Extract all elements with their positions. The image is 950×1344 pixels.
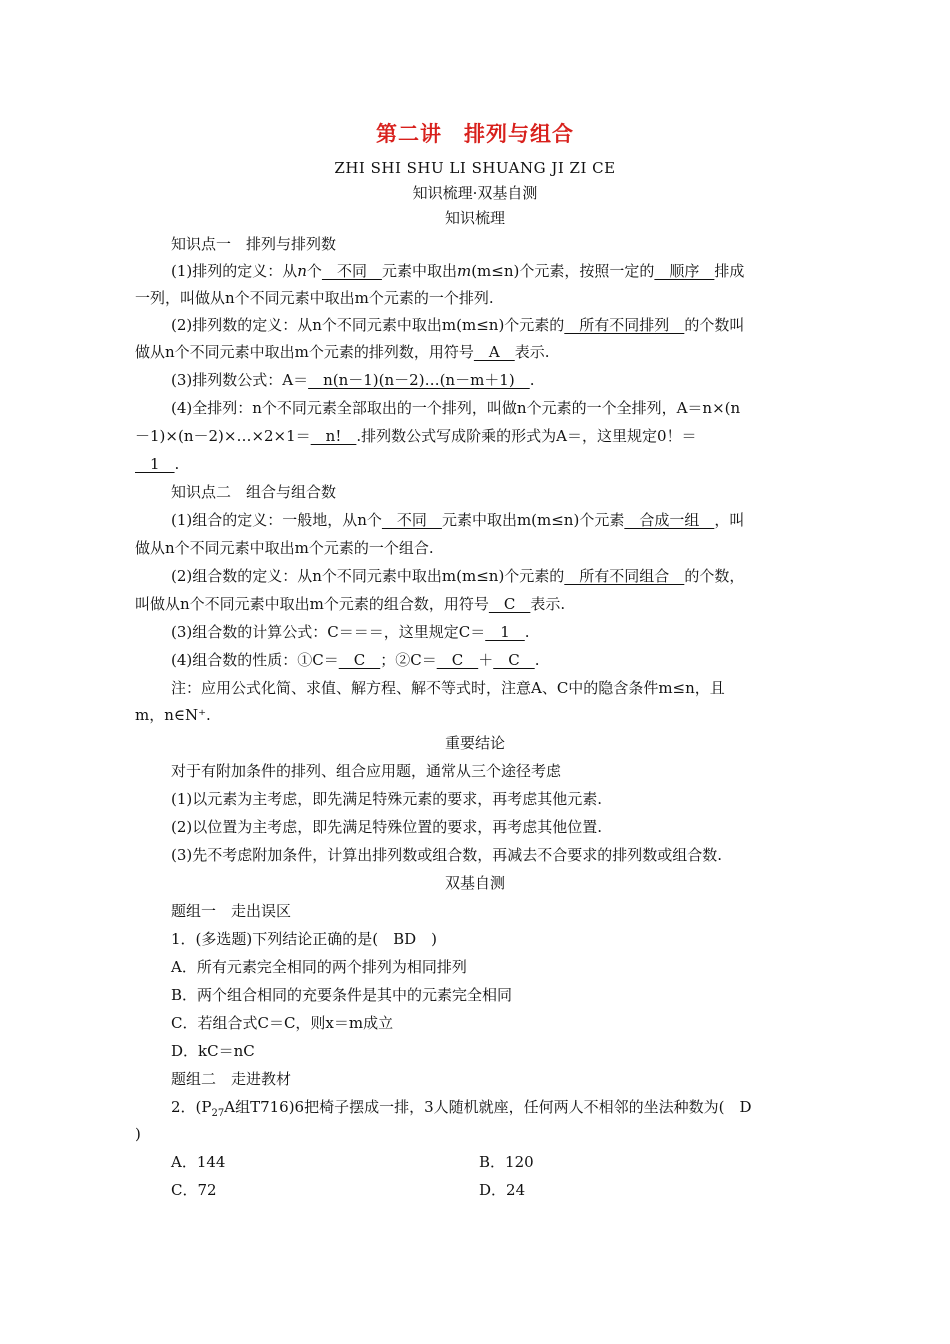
question-1-option-c: C．若组合式C＝C，则x＝m成立 bbox=[171, 1014, 394, 1032]
kp1-heading: 知识点一 排列与排列数 bbox=[171, 235, 337, 253]
answer-blank: 不同 bbox=[321, 262, 382, 280]
question-2-option-b: B．120 bbox=[479, 1153, 534, 1171]
text: 元素中取出 bbox=[381, 262, 457, 280]
question-group-2: 题组二 走进教材 bbox=[171, 1070, 292, 1088]
kp2-heading: 知识点二 组合与组合数 bbox=[171, 483, 337, 501]
var-n: n bbox=[297, 262, 307, 280]
section-knowledge-heading: 知识梳理 bbox=[444, 209, 505, 227]
text: (2)排列数的定义：从n个不同元素中取出m(m≤n)个元素的 bbox=[171, 316, 565, 334]
text: . bbox=[534, 651, 540, 669]
text: 2．(P bbox=[171, 1098, 212, 1116]
question-1-option-b: B．两个组合相同的充要条件是其中的元素完全相同 bbox=[171, 986, 513, 1004]
answer-blank: 不同 bbox=[381, 511, 442, 529]
kp2-item4 bbox=[171, 650, 539, 670]
var-m: m bbox=[456, 262, 472, 280]
page-subscript: 27 bbox=[211, 1108, 225, 1119]
text: 元素中取出m(m≤n)个元素 bbox=[441, 511, 625, 529]
answer-blank: C bbox=[436, 651, 479, 669]
text: (m≤n) bbox=[471, 262, 520, 280]
text: 个元素，按照一定的 bbox=[519, 262, 655, 280]
conclusions-intro: 对于有附加条件的排列、组合应用题，通常从三个途径考虑 bbox=[171, 762, 562, 780]
pinyin-subtitle: ZHI SHI SHU LI SHUANG JI ZI CE bbox=[334, 159, 616, 177]
question-2-option-d: D．24 bbox=[479, 1181, 526, 1199]
kp1-item1-line2: 一列，叫做从n个不同元素中取出m个元素的一个排列. bbox=[135, 289, 494, 307]
text: (4)组合数的性质：①C＝ bbox=[171, 651, 339, 669]
answer-blank: A bbox=[473, 343, 515, 361]
text: . bbox=[174, 455, 180, 473]
section-header: 知识梳理·双基自测 bbox=[412, 184, 538, 202]
text: 表示. bbox=[514, 343, 550, 361]
conclusions-heading: 重要结论 bbox=[444, 734, 505, 752]
text: 个 bbox=[306, 262, 322, 280]
text: (3)排列数公式：A＝ bbox=[171, 371, 309, 389]
question-2-option-a: A．144 bbox=[171, 1153, 226, 1171]
question-1-stem: 1．(多选题)下列结论正确的是( BD ) bbox=[171, 930, 438, 948]
answer-blank: C bbox=[338, 651, 381, 669]
question-group-1: 题组一 走出误区 bbox=[171, 902, 292, 920]
kp2-note-line1: 注：应用公式化简、求值、解方程、解不等式时，注意A、C中的隐含条件m≤n，且 bbox=[171, 679, 725, 697]
selftest-heading: 双基自测 bbox=[444, 874, 505, 892]
answer-blank: C bbox=[488, 595, 531, 613]
answer-blank: 1 bbox=[135, 455, 175, 473]
text: (1)组合的定义：一般地，从n个 bbox=[171, 511, 382, 529]
question-2-option-c: C．72 bbox=[171, 1181, 217, 1199]
text: ，叫 bbox=[714, 511, 745, 529]
text: . bbox=[524, 623, 530, 641]
text: 的个数， bbox=[684, 567, 745, 585]
text: －1)×(n－2)×…×2×1＝ bbox=[135, 427, 311, 445]
answer-blank: 所有不同组合 bbox=[564, 567, 685, 585]
text: 表示. bbox=[530, 595, 566, 613]
question-2-stem-line2: ) bbox=[135, 1125, 141, 1143]
conclusion-item: (1)以元素为主考虑，即先满足特殊元素的要求，再考虑其他元素. bbox=[171, 790, 603, 808]
kp2-item2-line1 bbox=[171, 566, 744, 586]
text: . bbox=[529, 371, 535, 389]
answer-blank: 顺序 bbox=[654, 262, 715, 280]
kp2-item1-line2: 做从n个不同元素中取出m个元素的一个组合. bbox=[135, 539, 434, 557]
kp1-item3 bbox=[171, 370, 535, 390]
text: .排列数公式写成阶乘的形式为A＝，这里规定0！＝ bbox=[356, 427, 697, 445]
text: ＋ bbox=[478, 651, 494, 669]
kp1-item4-line1: (4)全排列：n个不同元素全部取出的一个排列，叫做n个元素的一个全排列，A＝n×(n bbox=[171, 399, 741, 417]
answer-blank: 1 bbox=[485, 623, 525, 641]
text: A组T716)6把椅子摆成一排，3人随机就座，任何两人不相邻的坐法种数为( D bbox=[224, 1098, 752, 1116]
text: ；②C＝ bbox=[380, 651, 437, 669]
kp2-item3 bbox=[171, 622, 530, 642]
text: (3)组合数的计算公式：C＝＝＝，这里规定C＝ bbox=[171, 623, 486, 641]
text: (2)组合数的定义：从n个不同元素中取出m(m≤n)个元素的 bbox=[171, 567, 565, 585]
question-1-option-d: D．kC＝nC bbox=[171, 1042, 255, 1060]
kp1-item2-line2 bbox=[135, 342, 550, 362]
text: 叫做从n个不同元素中取出m个元素的组合数，用符号 bbox=[135, 595, 489, 613]
kp1-item1-line1 bbox=[171, 261, 744, 281]
text: 做从n个不同元素中取出m个元素的排列数，用符号 bbox=[135, 343, 474, 361]
kp1-item4-line3 bbox=[135, 454, 179, 474]
answer-blank: n(n－1)(n－2)…(n－m＋1) bbox=[308, 371, 530, 389]
answer-blank: C bbox=[493, 651, 535, 669]
page-title: 第二讲 排列与组合 bbox=[376, 121, 574, 146]
kp1-item2-line1 bbox=[171, 315, 744, 335]
text: (1)排列的定义：从 bbox=[171, 262, 298, 280]
question-2-stem bbox=[171, 1097, 752, 1124]
answer-blank: n! bbox=[310, 427, 357, 445]
text: 的个数叫 bbox=[684, 316, 745, 334]
kp2-item2-line2 bbox=[135, 594, 565, 614]
conclusion-item: (3)先不考虑附加条件，计算出排列数或组合数，再减去不合要求的排列数或组合数. bbox=[171, 846, 723, 864]
question-1-option-a: A．所有元素完全相同的两个排列为相同排列 bbox=[171, 958, 467, 976]
text: 排成 bbox=[714, 262, 745, 280]
kp1-item4-line2 bbox=[135, 426, 697, 446]
answer-blank: 合成一组 bbox=[624, 511, 715, 529]
conclusion-item: (2)以位置为主考虑，即先满足特殊位置的要求，再考虑其他位置. bbox=[171, 818, 603, 836]
kp2-item1-line1 bbox=[171, 510, 744, 530]
answer-blank: 所有不同排列 bbox=[564, 316, 685, 334]
kp2-note-line2: m，n∈N⁺. bbox=[135, 706, 211, 724]
